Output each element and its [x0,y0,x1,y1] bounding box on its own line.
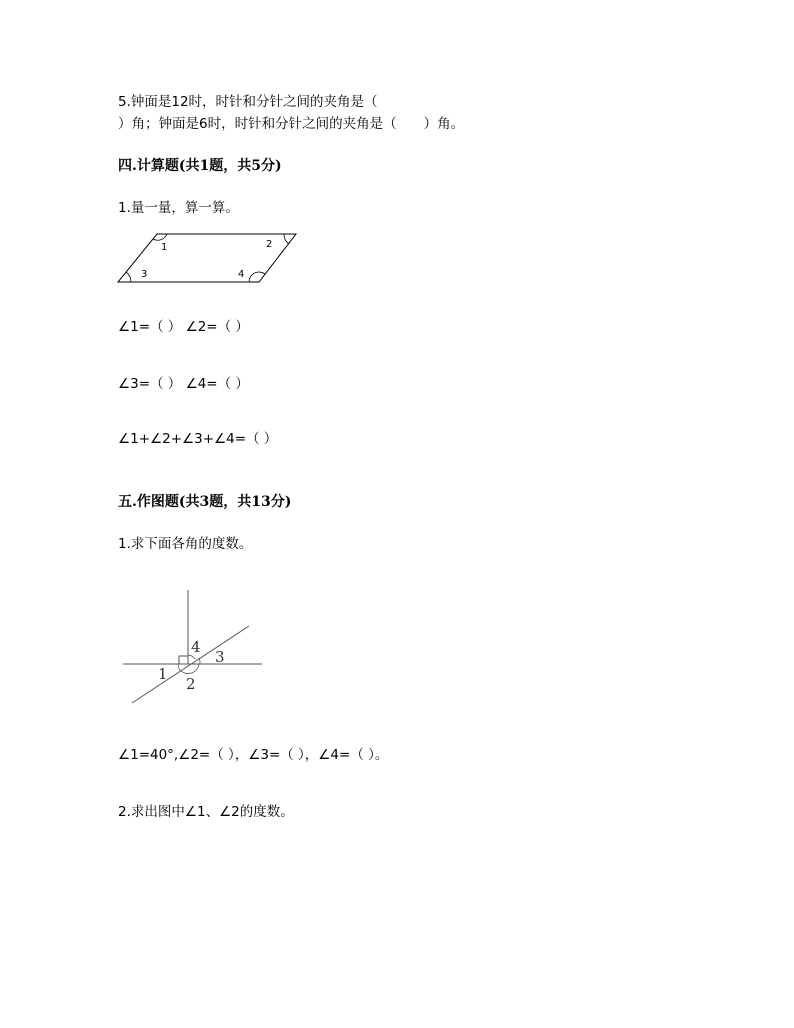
parallelogram-label-1: 1 [161,242,168,253]
section-5-question-1-prompt: 1.求下面各角的度数。 [118,536,253,552]
intersecting-lines-figure [115,585,275,715]
section-4-question-1-prompt: 1.量一量，算一算。 [118,200,239,216]
section-4-heading: 四.计算题(共1题，共5分) [118,158,282,174]
right-angle-marker [179,656,188,664]
figure-2-label-2: 2 [186,675,196,693]
section-5-question-1-answer: ∠1=40°,∠2=（ ），∠3=（ ），∠4=（ ）。 [118,747,389,763]
question-5-line-2: ）角；钟面是6时，时针和分针之间的夹角是（ ）角。 [118,116,465,132]
parallelogram-figure [110,225,310,295]
section-5-heading: 五.作图题(共3题，共13分) [118,494,292,510]
angle-2-arc [284,234,289,244]
figure-2-label-4: 4 [191,638,201,656]
section-5-question-2-prompt: 2.求出图中∠1、∠2的度数。 [118,804,294,820]
parallelogram-label-2: 2 [266,239,273,250]
figure-2-label-3: 3 [215,648,225,666]
question-5-line-1: 5.钟面是12时，时针和分针之间的夹角是（ [118,94,378,110]
figure-2-label-1: 1 [158,665,168,683]
answer-angles-3-4: ∠3=（ ） ∠4=（ ） [118,376,249,392]
answer-angles-1-2: ∠1=（ ） ∠2=（ ） [118,319,249,335]
angle-3-arc [126,272,131,282]
parallelogram-label-3: 3 [141,269,148,280]
answer-angle-sum: ∠1+∠2+∠3+∠4=（ ） [118,431,278,447]
angle-1-arc-fig2 [178,664,180,670]
parallelogram-label-4: 4 [238,269,245,280]
